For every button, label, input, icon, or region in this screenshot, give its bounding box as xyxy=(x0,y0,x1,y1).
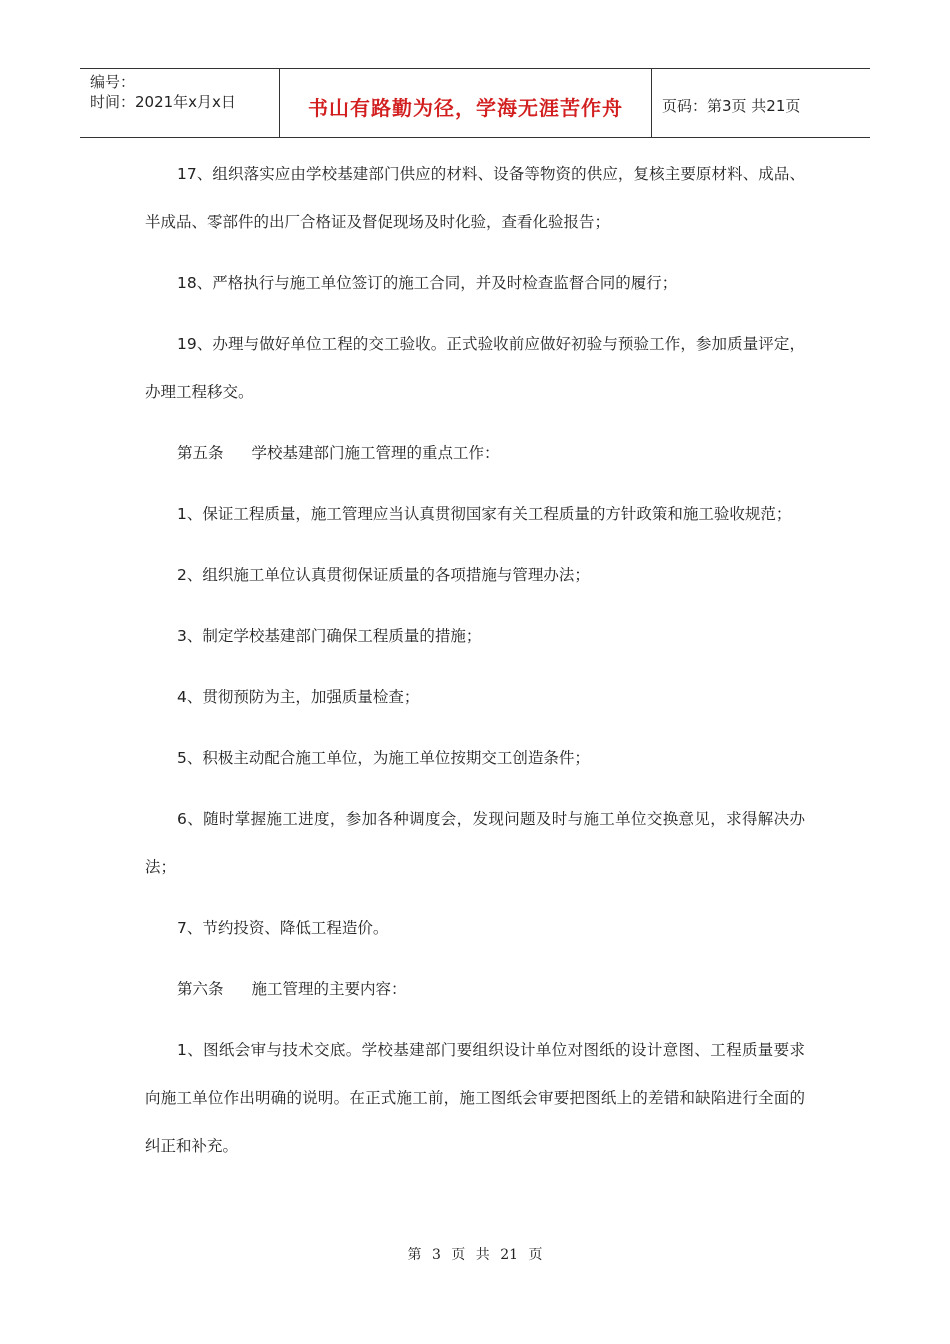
item-number: 2 xyxy=(177,566,187,584)
item-17 xyxy=(145,150,805,246)
article-title: 学校基建部门施工管理的重点工作： xyxy=(251,444,500,462)
item-number: 19 xyxy=(177,335,197,353)
item-text: 、办理与做好单位工程的交工验收。正式验收前应做好初验与预验工作，参加质量评定，办理工程移交。 xyxy=(145,335,805,401)
article-6-item-1 xyxy=(145,1026,805,1170)
item-text: 、组织施工单位认真贯彻保证质量的各项措施与管理办法； xyxy=(186,566,590,584)
item-text: 、随时掌握施工进度，参加各种调度会，发现问题及时与施工单位交换意见，求得解决办法； xyxy=(145,810,805,876)
item-18 xyxy=(145,259,805,307)
article-5-item-2 xyxy=(145,551,805,599)
item-text: 、积极主动配合施工单位，为施工单位按期交工创造条件； xyxy=(186,749,590,767)
item-text: 、组织落实应由学校基建部门供应的材料、设备等物资的供应，复核主要原材料、成品、半成品、零部件的出厂合格证及督促现场及时化验，查看化验报告； xyxy=(145,165,805,231)
item-number: 7 xyxy=(177,919,187,937)
header-page-info: 页码：第3页 共21页 xyxy=(662,96,801,115)
header-meta xyxy=(80,69,280,137)
article-6-heading xyxy=(145,965,805,1013)
item-text: 、图纸会审与技术交底。学校基建部门要组织设计单位对图纸的设计意图、工程质量要求向施工单位作出明确的说明。在正式施工前，施工图纸会审要把图纸上的差错和缺陷进行全面的纠正和补充。 xyxy=(145,1041,805,1155)
item-text: 、贯彻预防为主，加强质量检查； xyxy=(186,688,420,706)
item-text: 、制定学校基建部门确保工程质量的措施； xyxy=(186,627,482,645)
header-motto: 书山有路勤为径，学海无涯苦作舟 xyxy=(280,69,652,137)
item-number: 3 xyxy=(177,627,187,645)
article-title: 施工管理的主要内容： xyxy=(251,980,407,998)
item-text: 、严格执行与施工单位签订的施工合同，并及时检查监督合同的履行； xyxy=(196,274,678,292)
item-number: 5 xyxy=(177,749,187,767)
item-number: 6 xyxy=(177,810,187,828)
item-19 xyxy=(145,320,805,416)
article-5-item-1 xyxy=(145,490,805,538)
article-5-item-7 xyxy=(145,904,805,952)
item-number: 18 xyxy=(177,274,197,292)
article-5-item-3 xyxy=(145,612,805,660)
article-5-item-6 xyxy=(145,795,805,891)
article-5-item-5 xyxy=(145,734,805,782)
article-label: 第六条 xyxy=(177,980,224,998)
item-number: 1 xyxy=(177,505,187,523)
number-label: 编号： xyxy=(90,73,136,91)
page-footer: 第 3 页 共 21 页 xyxy=(407,1247,543,1263)
item-number: 4 xyxy=(177,688,187,706)
item-number: 1 xyxy=(177,1041,187,1059)
document-body xyxy=(145,150,805,1183)
article-5-item-4 xyxy=(145,673,805,721)
page-header xyxy=(80,68,870,138)
item-number: 17 xyxy=(177,165,197,183)
item-text: 、保证工程质量，施工管理应当认真贯彻国家有关工程质量的方针政策和施工验收规范； xyxy=(186,505,792,523)
item-text: 、节约投资、降低工程造价。 xyxy=(186,919,389,937)
time-label: 时间：2021年x月x日 xyxy=(90,93,236,111)
article-5-heading xyxy=(145,429,805,477)
article-label: 第五条 xyxy=(177,444,224,462)
